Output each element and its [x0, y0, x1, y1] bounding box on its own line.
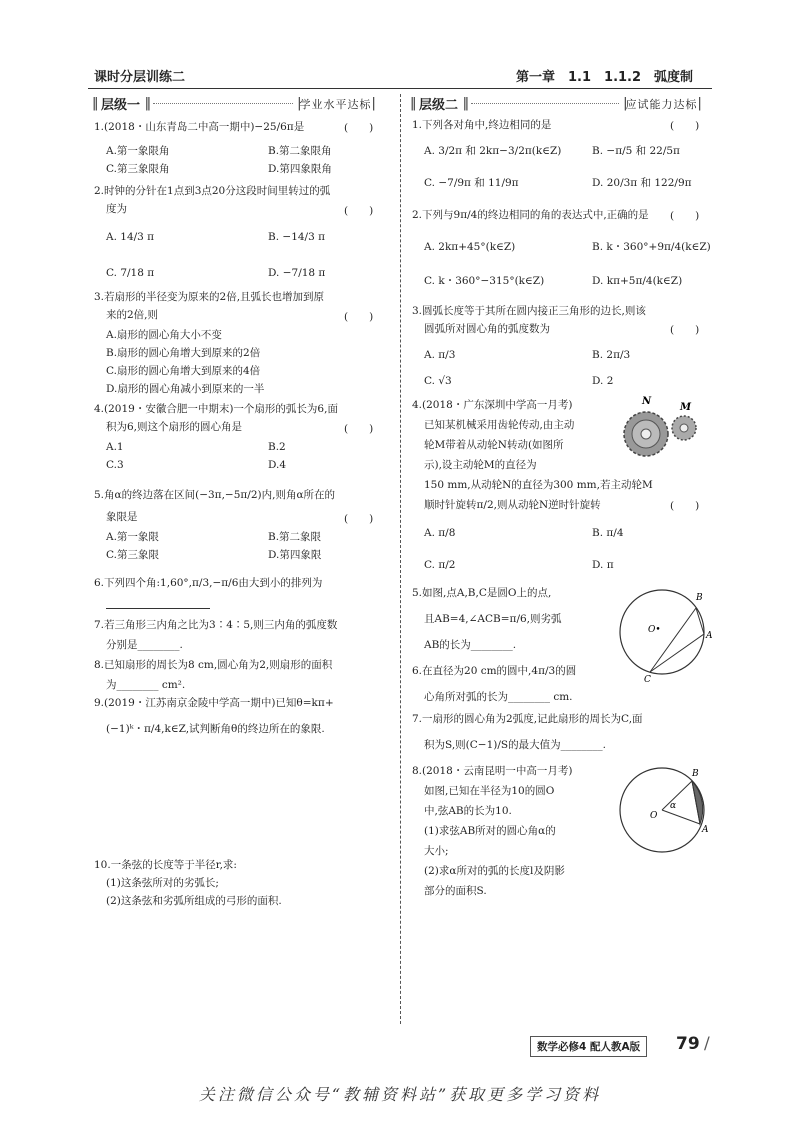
rq4-line4: 示),设主动轮M的直径为 — [424, 459, 537, 471]
rq5-line2: 且AB=4,∠ACB=π/6,则劣弧 — [424, 613, 562, 625]
rq4-opt-c: C. π/2 — [424, 559, 456, 571]
gear-m-icon — [672, 416, 696, 440]
lq8-line1: 8.已知扇形的周长为8 cm,圆心角为2,则扇形的面积 — [94, 659, 333, 671]
lq4-line2: 积为6,则这个扇形的圆心角是 — [106, 421, 243, 433]
lq1-opt-b: B.第二象限角 — [268, 145, 332, 157]
lq3-opt-c: C.扇形的圆心角增大到原来的4倍 — [106, 365, 261, 377]
rq6-line2: 心角所对弧的长为________ cm. — [424, 691, 573, 703]
lq1-stem: 1.(2018・山东青岛二中高一期中)−25/6π是 — [94, 121, 305, 133]
rq3-opt-b: B. 2π/3 — [592, 349, 631, 361]
section-tag-left: 学业水平达标 — [299, 97, 372, 111]
rq1-opt-b: B. −π/5 和 22/5π — [592, 145, 680, 157]
lq1-paren: ( ) — [344, 122, 374, 134]
header-left: 课时分层训练二 — [94, 70, 186, 85]
lq10-line1: 10.一条弦的长度等于半径r,求: — [94, 859, 237, 871]
lq10-line2: (1)这条弦所对的劣弧长; — [106, 877, 219, 889]
lq4-opt-c: C.3 — [106, 459, 124, 471]
lq2-line2: 度为 — [106, 203, 127, 215]
rq1-paren: ( ) — [670, 120, 700, 132]
lq7-line1: 7.若三角形三内角之比为3∶4∶5,则三内角的弧度数 — [94, 619, 338, 631]
lq9-line2: (−1)ᵏ・π/4,k∈Z,试判断角θ的终边所在的象限. — [106, 723, 325, 735]
section-header-left: ‖ 层级一 ‖ | 学业水平达标 | — [92, 96, 374, 113]
lq4-opt-a: A.1 — [106, 441, 124, 453]
rq2-opt-d: D. kπ+5π/4(k∈Z) — [592, 275, 683, 287]
lq5-opt-a: A.第一象限 — [106, 531, 159, 543]
circle2-label-a: A — [702, 825, 709, 835]
rq5-line3: AB的长为________. — [424, 639, 517, 651]
rq4-line3: 轮M带着从动轮N转动(如图所 — [424, 439, 564, 451]
rq3-opt-c: C. √3 — [424, 375, 452, 387]
lq1-opt-c: C.第三象限角 — [106, 163, 170, 175]
circle-label-a: A — [706, 631, 713, 641]
rq3-opt-a: A. π/3 — [424, 349, 456, 361]
rq1-stem: 1.下列各对角中,终边相同的是 — [412, 119, 552, 131]
lq4-line1: 4.(2019・安徽合肥一中期末)一个扇形的弧长为6,面 — [94, 403, 338, 415]
rq8-line7: 部分的面积S. — [424, 885, 487, 897]
rq5-line1: 5.如图,点A,B,C是圆O上的点, — [412, 587, 552, 599]
lq2-paren: ( ) — [344, 205, 374, 217]
page-slash: / — [704, 1034, 710, 1054]
rq2-stem: 2.下列与9π/4的终边相同的角的表达式中,正确的是 — [412, 209, 649, 221]
rq8-line6: (2)求α所对的弧的长度l及阴影 — [424, 865, 565, 877]
watermark: 关注微信公众号“教辅资料站”获取更多学习资料 — [198, 1085, 602, 1104]
lq1-opt-a: A.第一象限角 — [106, 145, 170, 157]
rq8-line2: 如图,已知在半径为10的圆O — [424, 785, 555, 797]
lq5-opt-b: B.第二象限 — [268, 531, 322, 543]
rq8-line4: (1)求弦AB所对的圆心角α的 — [424, 825, 556, 837]
rq4-line5: 150 mm,从动轮N的直径为300 mm,若主动轮M — [424, 479, 653, 491]
lq6-line1: 6.下列四个角:1,60°,π/3,−π/6由大到小的排列为 — [94, 577, 323, 589]
lq3-opt-d: D.扇形的圆心角减小到原来的一半 — [106, 383, 265, 395]
rq2-opt-a: A. 2kπ+45°(k∈Z) — [424, 241, 516, 253]
lq2-line1: 2.时钟的分针在1点到3点20分这段时间里转过的弧 — [94, 185, 331, 197]
rq2-opt-c: C. k・360°−315°(k∈Z) — [424, 275, 545, 287]
rq3-opt-d: D. 2 — [592, 375, 614, 387]
section-title-left: 层级一 — [101, 98, 141, 113]
lq3-line2: 来的2倍,则 — [106, 309, 159, 321]
circle2-label-alpha: α — [670, 801, 677, 811]
header-right: 第一章 1.1 1.1.2 弧度制 — [516, 70, 694, 85]
rq1-opt-a: A. 3/2π 和 2kπ−3/2π(k∈Z) — [424, 145, 562, 157]
header-rule — [88, 88, 712, 89]
rq8-line3: 中,弦AB的长为10. — [424, 805, 512, 817]
page-number: 79 — [676, 1034, 700, 1054]
lq5-line2: 象限是 — [106, 511, 138, 523]
circle-abc-figure — [612, 584, 716, 684]
rq7-line2: 积为S,则(C−1)/S的最大值为________. — [424, 739, 606, 751]
lq4-opt-d: D.4 — [268, 459, 287, 471]
section-title-right: 层级二 — [419, 98, 459, 113]
gear-figure — [610, 392, 710, 462]
rq4-opt-a: A. π/8 — [424, 527, 456, 539]
lq1-opt-d: D.第四象限角 — [268, 163, 332, 175]
rq6-line1: 6.在直径为20 cm的圆中,4π/3的圆 — [412, 665, 577, 677]
lq5-paren: ( ) — [344, 513, 374, 525]
lq2-opt-b: B. −14/3 π — [268, 231, 326, 243]
lq9-line1: 9.(2019・江苏南京金陵中学高一期中)已知θ=kπ+ — [94, 697, 334, 709]
rq4-line1: 4.(2018・广东深圳中学高一月考) — [412, 399, 573, 411]
rq3-paren: ( ) — [670, 324, 700, 336]
rq3-line2: 圆弧所对圆心角的弧度数为 — [424, 323, 550, 335]
lq4-paren: ( ) — [344, 423, 374, 435]
column-divider — [400, 94, 401, 1024]
rq2-opt-b: B. k・360°+9π/4(k∈Z) — [592, 241, 711, 253]
rq4-line6: 顺时针旋转π/2,则从动轮N逆时针旋转 — [424, 499, 601, 511]
lq5-line1: 5.角α的终边落在区间(−3π,−5π/2)内,则角α所在的 — [94, 489, 336, 501]
rq4-opt-b: B. π/4 — [592, 527, 624, 539]
lq2-opt-a: A. 14/3 π — [106, 231, 155, 243]
lq4-opt-b: B.2 — [268, 441, 286, 453]
gear-n-icon — [624, 412, 668, 456]
lq2-opt-d: D. −7/18 π — [268, 267, 326, 279]
lq3-paren: ( ) — [344, 311, 374, 323]
circle-label-o: O• — [648, 625, 661, 635]
rq4-line2: 已知某机械采用齿轮传动,由主动 — [424, 419, 575, 431]
rq4-paren: ( ) — [670, 500, 700, 512]
circle-label-c: C — [644, 675, 651, 684]
rq1-opt-c: C. −7/9π 和 11/9π — [424, 177, 519, 189]
rq2-paren: ( ) — [670, 210, 700, 222]
lq6-answer-blank — [106, 608, 210, 609]
rq1-opt-d: D. 20/3π 和 122/9π — [592, 177, 692, 189]
gear-m-label: M — [680, 402, 692, 413]
lq2-opt-c: C. 7/18 π — [106, 267, 155, 279]
circle2-label-o: O — [650, 811, 658, 821]
rq8-line5: 大小; — [424, 845, 449, 857]
rq4-opt-d: D. π — [592, 559, 614, 571]
lq5-opt-d: D.第四象限 — [268, 549, 322, 561]
rq7-line1: 7.一扇形的圆心角为2弧度,记此扇形的周长为C,面 — [412, 713, 643, 725]
section-header-right: ‖ 层级二 ‖ | 应试能力达标 | — [410, 96, 700, 113]
circle-label-b: B — [696, 593, 703, 603]
rq8-line1: 8.(2018・云南昆明一中高一月考) — [412, 765, 573, 777]
lq10-line3: (2)这条弦和劣弧所组成的弓形的面积. — [106, 895, 282, 907]
lq3-opt-b: B.扇形的圆心角增大到原来的2倍 — [106, 347, 261, 359]
circle-o-figure — [612, 760, 712, 860]
book-badge: 数学必修4 配人教A版 — [530, 1036, 647, 1057]
lq5-opt-c: C.第三象限 — [106, 549, 159, 561]
lq3-opt-a: A.扇形的圆心角大小不变 — [106, 329, 222, 341]
gear-n-label: N — [642, 396, 652, 407]
lq7-line2: 分别是________. — [106, 639, 183, 651]
lq3-line1: 3.若扇形的半径变为原来的2倍,且弧长也增加到原 — [94, 291, 325, 303]
circle2-label-b: B — [692, 769, 699, 779]
rq3-line1: 3.圆弧长度等于其所在圆内接正三角形的边长,则该 — [412, 305, 646, 317]
lq8-line2: 为________ cm². — [106, 679, 186, 691]
section-tag-right: 应试能力达标 — [625, 97, 698, 111]
